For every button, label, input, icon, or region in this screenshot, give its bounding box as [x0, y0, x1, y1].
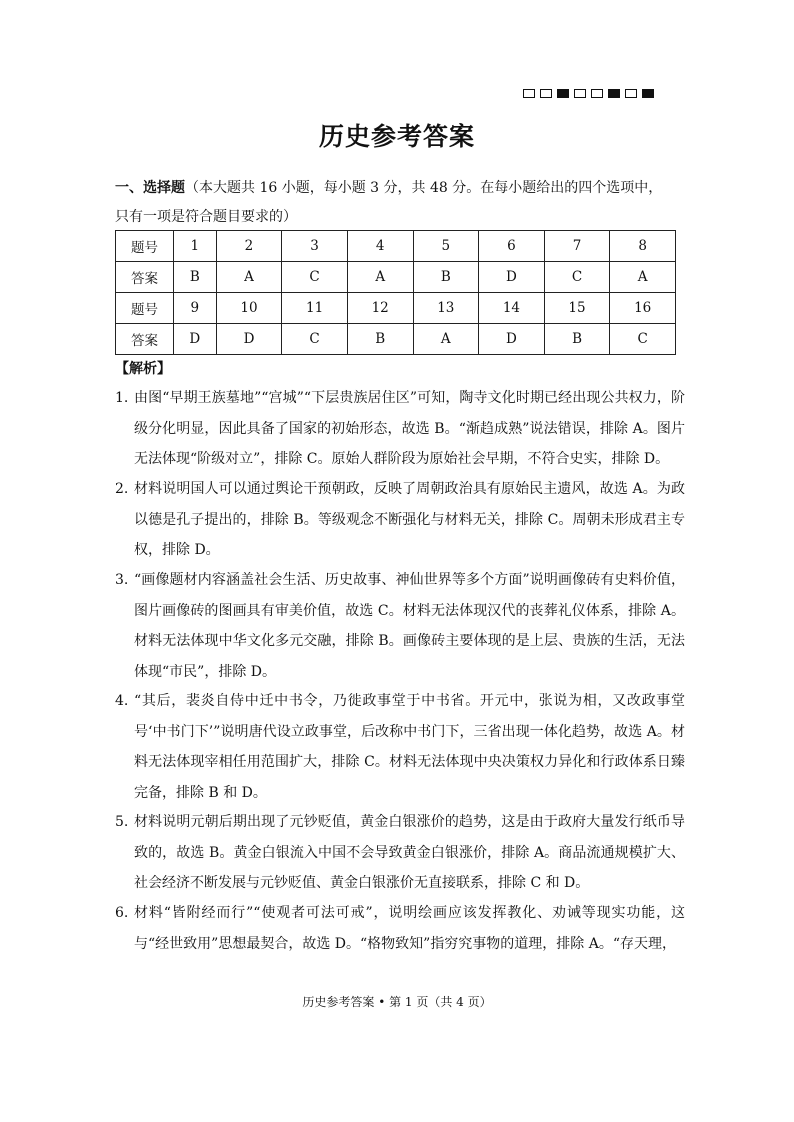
table-cell: D — [479, 324, 545, 355]
table-cell: 13 — [413, 293, 479, 324]
item-number: 6. — [115, 905, 129, 921]
table-cell: A — [610, 262, 676, 293]
analysis-item — [115, 383, 685, 475]
filled-square-mark — [608, 89, 620, 98]
analysis-item — [115, 474, 685, 566]
item-text: 由图“早期王族墓地”“宫城”“下层贵族居住区”可知，陶寺文化时期已经出现公共权力，阶级分化明显，因此具备了国家的初始形态，故选 B。“渐趋成熟”说法错误，排除 A。图片无法体现“阶级对立”，排除 C。原始人群阶段为原始社会早期，不符合史实，排除 D。 — [134, 390, 685, 467]
item-text: 材料说明元朝后期出现了元钞贬值，黄金白银涨价的趋势，这是由于政府大量发行纸币导致的，故选 B。黄金白银流入中国不会导致黄金白银涨价，排除 A。商品流通规模扩大、社会经济不断发展与元钞贬值、黄金白银涨价无直接联系，排除 C 和 D。 — [134, 814, 685, 891]
table-cell: 2 — [216, 231, 282, 262]
table-cell: 12 — [347, 293, 413, 324]
section-heading — [115, 174, 675, 232]
filled-square-mark — [642, 89, 654, 98]
table-row — [116, 262, 676, 293]
table-cell: C — [610, 324, 676, 355]
table-cell: C — [544, 262, 610, 293]
table-cell: 10 — [216, 293, 282, 324]
table-cell: 7 — [544, 231, 610, 262]
item-number: 4. — [115, 693, 129, 709]
table-row — [116, 231, 676, 262]
row-header-cell: 题号 — [116, 231, 174, 262]
table-cell: A — [413, 324, 479, 355]
table-cell: 15 — [544, 293, 610, 324]
row-header-cell: 答案 — [116, 324, 174, 355]
table-cell: 11 — [282, 293, 348, 324]
table-cell: B — [413, 262, 479, 293]
table-row — [116, 324, 676, 355]
table-cell: A — [216, 262, 282, 293]
table-cell: 8 — [610, 231, 676, 262]
item-text: “其后，裴炎自侍中迁中书令，乃徙政事堂于中书省。开元中，张说为相，又改政事堂号‘中书门下’”说明唐代设立政事堂，后改称中书门下，三省出现一体化趋势，故选 A。材料无法体现宰相任用范围扩大，排除 C。材料无法体现中央决策权力异化和行政体系日臻完备，排除 B 和 D。 — [134, 693, 685, 801]
page-footer: 历史参考答案 • 第 1 页（共 4 页） — [302, 995, 492, 1009]
empty-square-mark — [591, 89, 603, 98]
table-cell: 1 — [174, 231, 217, 262]
table-cell: C — [282, 324, 348, 355]
item-text: “画像题材内容涵盖社会生活、历史故事、神仙世界等多个方面”说明画像砖有史料价值，图片画像砖的图画具有审美价值，故选 C。材料无法体现汉代的丧葬礼仪体系，排除 A。材料无法体现中华文化多元交融，排除 B。画像砖主要体现的是上层、贵族的生活，无法体现“市民”，排除 D。 — [134, 572, 685, 680]
item-number: 5. — [115, 814, 129, 830]
item-text: 材料说明国人可以通过舆论干预朝政，反映了周朝政治具有原始民主遗风，故选 A。为政以德是孔子提出的，排除 B。等级观念不断强化与材料无关，排除 C。周朝未形成君主专权，排除 D。 — [134, 481, 685, 558]
code-marks — [523, 89, 654, 98]
table-cell: 4 — [347, 231, 413, 262]
empty-square-mark — [540, 89, 552, 98]
analysis-item — [115, 686, 685, 808]
table-row — [116, 293, 676, 324]
table-cell: 6 — [479, 231, 545, 262]
empty-square-mark — [625, 89, 637, 98]
table-cell: B — [544, 324, 610, 355]
row-header-cell: 题号 — [116, 293, 174, 324]
row-header-cell: 答案 — [116, 262, 174, 293]
item-text: 材料“皆附经而行”“使观者可法可戒”，说明绘画应该发挥教化、劝诫等现实功能，这与“经世致用”思想最契合，故选 D。“格物致知”指穷究事物的道理，排除 A。“存天理， — [134, 905, 685, 952]
empty-square-mark — [523, 89, 535, 98]
table-cell: D — [216, 324, 282, 355]
table-cell: 9 — [174, 293, 217, 324]
table-cell: D — [174, 324, 217, 355]
analysis-item — [115, 807, 685, 899]
table-cell: D — [479, 262, 545, 293]
item-number: 3. — [115, 572, 129, 588]
analysis-heading: 【解析】 — [115, 361, 171, 377]
item-number: 2. — [115, 481, 129, 497]
table-cell: 5 — [413, 231, 479, 262]
table-cell: B — [174, 262, 217, 293]
filled-square-mark — [557, 89, 569, 98]
page-title: 历史参考答案 — [318, 122, 475, 151]
analysis-item — [115, 898, 685, 959]
table-cell: 3 — [282, 231, 348, 262]
table-cell: A — [347, 262, 413, 293]
section-instructions: （本大题共 16 小题，每小题 3 分，共 48 分。在每小题给出的四个选项中，只有一项是符合题目要求的） — [115, 180, 663, 225]
table-cell: 14 — [479, 293, 545, 324]
section-label: 一、选择题 — [115, 180, 185, 196]
analysis-item — [115, 565, 685, 687]
item-number: 1. — [115, 390, 129, 406]
table-cell: C — [282, 262, 348, 293]
empty-square-mark — [574, 89, 586, 98]
table-cell: B — [347, 324, 413, 355]
table-cell: 16 — [610, 293, 676, 324]
answer-table — [115, 230, 676, 355]
